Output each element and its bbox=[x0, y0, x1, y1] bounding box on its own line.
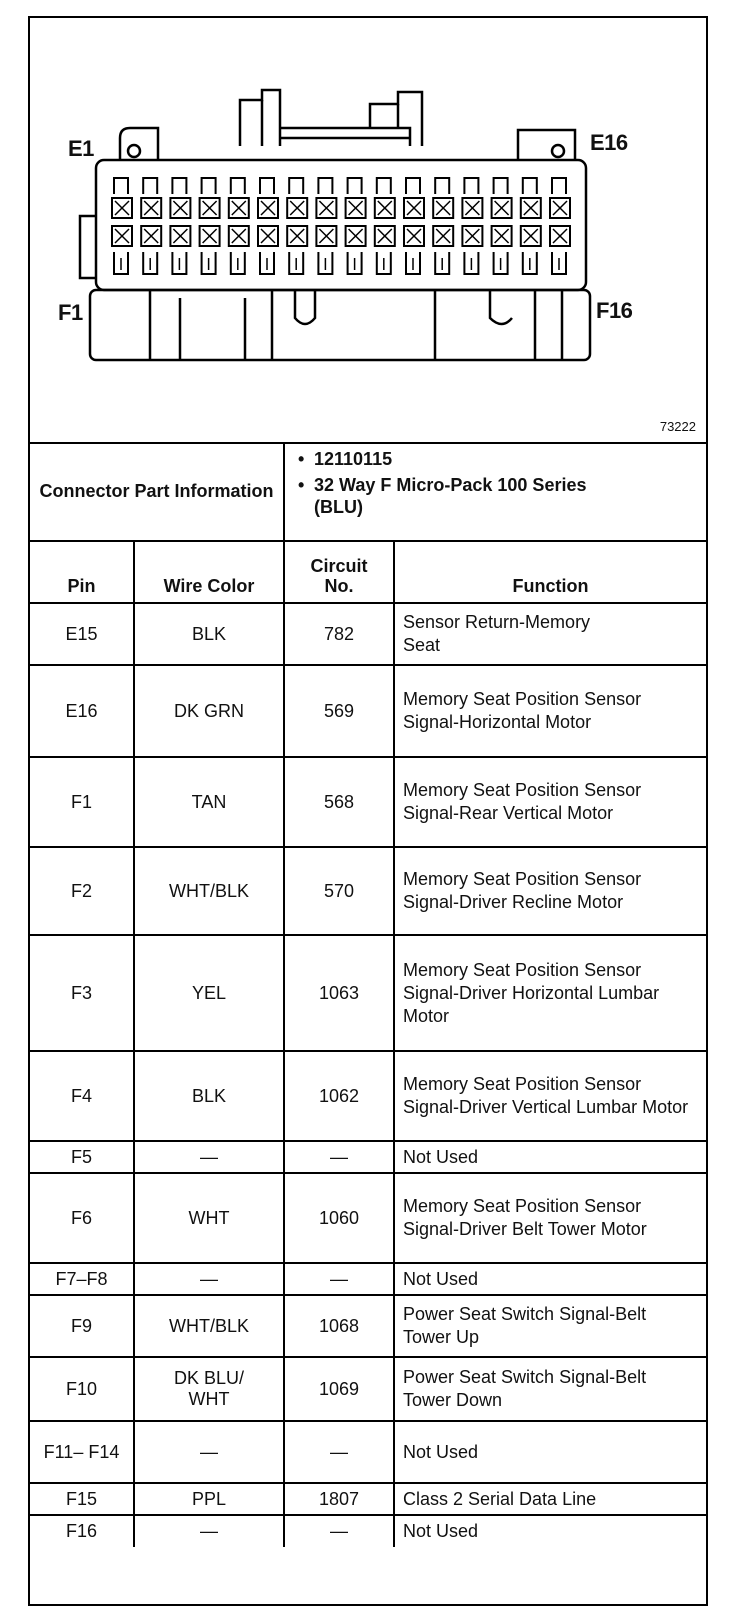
cell-function: Not Used bbox=[394, 1141, 706, 1173]
cell-circuit-no: 1068 bbox=[284, 1295, 394, 1357]
cell-circuit-no: 1062 bbox=[284, 1051, 394, 1141]
figure-number: 73222 bbox=[659, 419, 696, 434]
cell-circuit-no: — bbox=[284, 1515, 394, 1547]
pin-latch-top bbox=[464, 178, 478, 194]
cell-circuit-no: 1060 bbox=[284, 1173, 394, 1263]
cell-wire-color: DK GRN bbox=[134, 665, 284, 757]
table-row bbox=[30, 1515, 706, 1547]
cell-function: Class 2 Serial Data Line bbox=[394, 1483, 706, 1515]
table-row bbox=[30, 665, 706, 757]
cell-function: Memory Seat Position Sensor Signal-Driver Belt Tower Motor bbox=[394, 1173, 706, 1263]
connector-info-bullets bbox=[292, 448, 604, 522]
table-row bbox=[30, 1357, 706, 1421]
table-row bbox=[30, 757, 706, 847]
cell-function: Not Used bbox=[394, 1263, 706, 1295]
cell-pin: E15 bbox=[30, 603, 134, 665]
cell-wire-color: DK BLU/ WHT bbox=[134, 1357, 284, 1421]
cell-wire-color: WHT/BLK bbox=[134, 847, 284, 935]
pin-latch-top bbox=[114, 178, 128, 194]
cell-wire-color: — bbox=[134, 1515, 284, 1547]
cell-wire-color: WHT/BLK bbox=[134, 1295, 284, 1357]
cell-pin: F6 bbox=[30, 1173, 134, 1263]
cell-wire-color: — bbox=[134, 1263, 284, 1295]
bullet-item: • 12110115 bbox=[298, 449, 393, 469]
cell-circuit-no: 1069 bbox=[284, 1357, 394, 1421]
cell-wire-color: YEL bbox=[134, 935, 284, 1051]
cell-wire-color: TAN bbox=[134, 757, 284, 847]
cell-circuit-no: 569 bbox=[284, 665, 394, 757]
table-row bbox=[30, 1483, 706, 1515]
pin-latch-top bbox=[523, 178, 537, 194]
cell-wire-color: — bbox=[134, 1141, 284, 1173]
cell-function: Memory Seat Position Sensor Signal-Driver Vertical Lumbar Motor bbox=[394, 1051, 706, 1141]
cell-wire-color: BLK bbox=[134, 603, 284, 665]
cell-pin: F4 bbox=[30, 1051, 134, 1141]
cell-function: Memory Seat Position Sensor Signal-Horizontal Motor bbox=[394, 665, 706, 757]
table-row bbox=[30, 603, 706, 665]
table-row bbox=[30, 1295, 706, 1357]
cell-pin: F2 bbox=[30, 847, 134, 935]
label-e1: E1 bbox=[68, 136, 94, 161]
cell-wire-color: PPL bbox=[134, 1483, 284, 1515]
connector-part-info bbox=[30, 442, 706, 542]
pin-latch-top bbox=[552, 178, 566, 194]
header-circuit-no: Circuit No. bbox=[284, 541, 394, 603]
cell-circuit-no: — bbox=[284, 1141, 394, 1173]
cell-circuit-no: 782 bbox=[284, 603, 394, 665]
cell-circuit-no: 570 bbox=[284, 847, 394, 935]
pin-latch-top bbox=[289, 178, 303, 194]
connector-info-heading: Connector Part Information bbox=[30, 442, 285, 540]
cell-pin: F15 bbox=[30, 1483, 134, 1515]
connector-drawing bbox=[30, 18, 706, 442]
cell-pin: F10 bbox=[30, 1357, 134, 1421]
cell-circuit-no: — bbox=[284, 1263, 394, 1295]
pin-latch-top bbox=[260, 178, 274, 194]
cell-function: Not Used bbox=[394, 1421, 706, 1483]
cell-function: Memory Seat Position Sensor Signal-Rear Vertical Motor bbox=[394, 757, 706, 847]
header-function: Function bbox=[394, 541, 706, 603]
cell-wire-color: BLK bbox=[134, 1051, 284, 1141]
cell-pin: F7–F8 bbox=[30, 1263, 134, 1295]
pin-latch-top bbox=[143, 178, 157, 194]
pin-latch-top bbox=[348, 178, 362, 194]
cell-pin: F11– F14 bbox=[30, 1421, 134, 1483]
table-row bbox=[30, 1173, 706, 1263]
cell-function: Power Seat Switch Signal-Belt Tower Up bbox=[394, 1295, 706, 1357]
table-row bbox=[30, 935, 706, 1051]
cell-pin: E16 bbox=[30, 665, 134, 757]
cell-wire-color: — bbox=[134, 1421, 284, 1483]
pin-latch-top bbox=[494, 178, 508, 194]
cell-function: Power Seat Switch Signal-Belt Tower Down bbox=[394, 1357, 706, 1421]
cell-function: Memory Seat Position Sensor Signal-Driver Horizontal Lumbar Motor bbox=[394, 935, 706, 1051]
cell-wire-color: WHT bbox=[134, 1173, 284, 1263]
label-f1: F1 bbox=[58, 300, 83, 325]
cell-function: Sensor Return-Memory Seat bbox=[394, 603, 706, 665]
cell-circuit-no: 568 bbox=[284, 757, 394, 847]
cell-pin: F1 bbox=[30, 757, 134, 847]
cell-pin: F9 bbox=[30, 1295, 134, 1357]
bullet-item: • 32 Way F Micro-Pack 100 Series (BLU) bbox=[298, 475, 587, 517]
pin-latch-top bbox=[318, 178, 332, 194]
pin-latch-top bbox=[377, 178, 391, 194]
cell-function: Memory Seat Position Sensor Signal-Driver Recline Motor bbox=[394, 847, 706, 935]
header-pin: Pin bbox=[30, 541, 134, 603]
table-row bbox=[30, 1263, 706, 1295]
pin-latch-top bbox=[172, 178, 186, 194]
pin-latch-top bbox=[406, 178, 420, 194]
pin-latch-top bbox=[231, 178, 245, 194]
header-wire-color: Wire Color bbox=[134, 541, 284, 603]
label-f16: F16 bbox=[596, 298, 633, 323]
label-e16: E16 bbox=[590, 130, 628, 155]
table-row bbox=[30, 1141, 706, 1173]
cell-pin: F16 bbox=[30, 1515, 134, 1547]
pinout-table bbox=[30, 540, 706, 1547]
table-row bbox=[30, 847, 706, 935]
connector-diagram bbox=[30, 18, 706, 444]
cell-pin: F5 bbox=[30, 1141, 134, 1173]
cell-circuit-no: — bbox=[284, 1421, 394, 1483]
pin-latch-top bbox=[435, 178, 449, 194]
connector-sheet bbox=[28, 16, 708, 1606]
pin-latch-top bbox=[202, 178, 216, 194]
cell-circuit-no: 1807 bbox=[284, 1483, 394, 1515]
cell-function: Not Used bbox=[394, 1515, 706, 1547]
cell-pin: F3 bbox=[30, 935, 134, 1051]
cell-circuit-no: 1063 bbox=[284, 935, 394, 1051]
table-row bbox=[30, 1051, 706, 1141]
table-row bbox=[30, 1421, 706, 1483]
